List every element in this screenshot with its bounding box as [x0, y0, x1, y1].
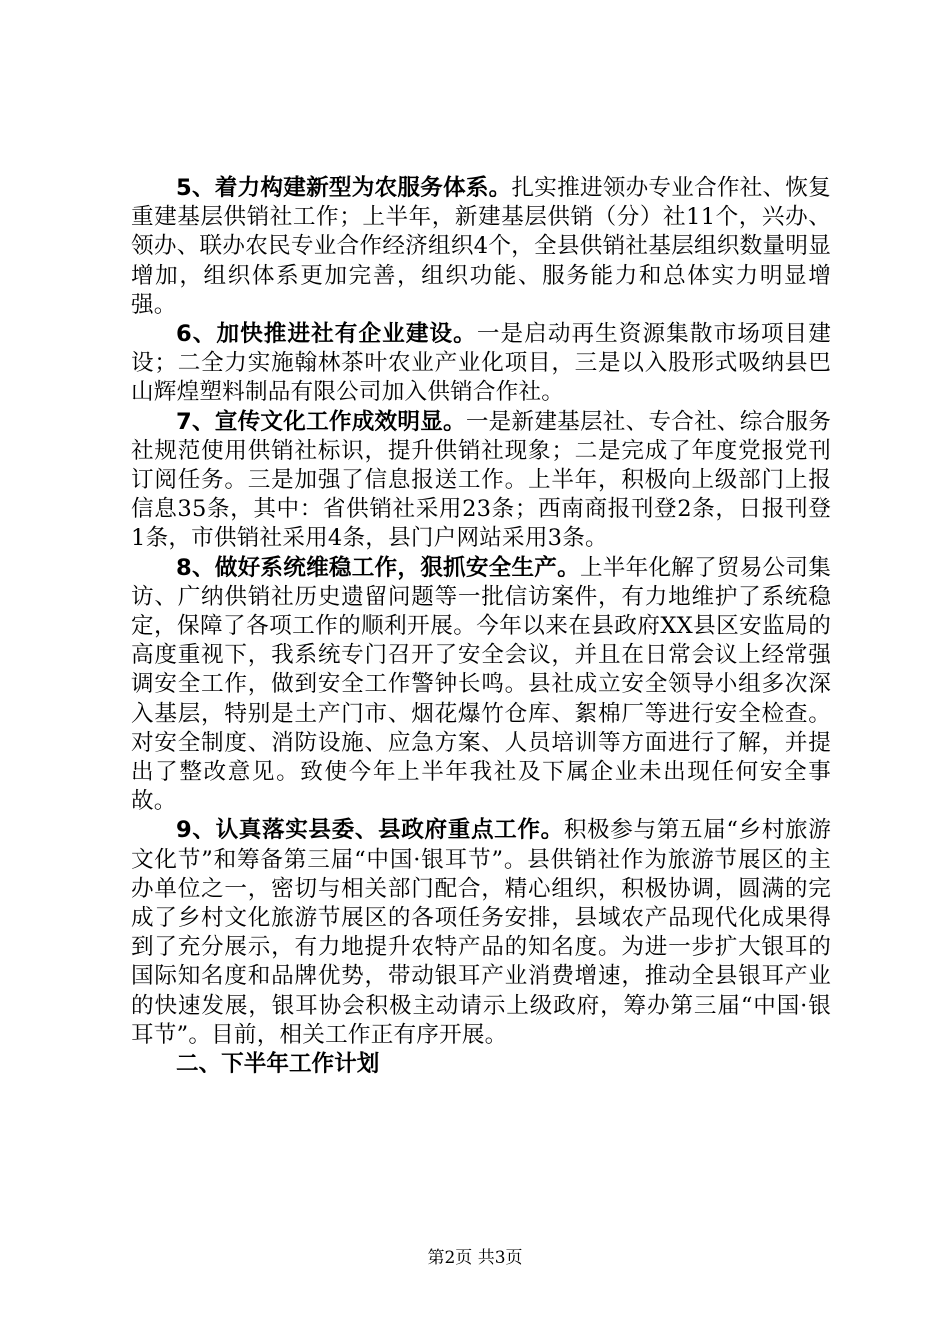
- document-body: [131, 174, 831, 1079]
- paragraph-lead: 6、加快推进社有企业建设。: [176, 321, 477, 348]
- paragraph-text: 扎实推进领办专业合作社、恢复重建基层供销社工作；上半年，新建基层供销（分）社11个，兴办、领办、联办农民专业合作经济组织4个，全县供销社基层组织数量明显增加，组织体系更加完善，组织功能、服务能力和总体实力明显增强。: [131, 175, 831, 318]
- paragraph-7: [131, 408, 831, 554]
- paragraph-text: 积极参与第五届“乡村旅游文化节”和筹备第三届“中国·银耳节”。县供销社作为旅游节展区的主办单位之一，密切与相关部门配合，精心组织，积极协调，圆满的完成了乡村文化旅游节展区的各项任务安排，县域农产品现代化成果得到了充分展示，有力地提升农特产品的知名度。为进一步扩大银耳的国际知名度和品牌优势，带动银耳产业消费增速，推动全县银耳产业的快速发展，银耳协会积极主动请示上级政府，筹办第三届“中国·银耳节”。目前，相关工作正有序开展。: [131, 817, 831, 1048]
- paragraph-text: 一是新建基层社、专合社、综合服务社规范使用供销社标识，提升供销社现象；二是完成了年度党报党刊订阅任务。三是加强了信息报送工作。上半年，积极向上级部门上报信息35条，其中：省供销社采用23条；西南商报刊登2条，日报刊登1条，市供销社采用4条，县门户网站采用3条。: [131, 408, 831, 552]
- paragraph-9: [131, 816, 831, 1050]
- paragraph-lead: 9、认真落实县委、县政府重点工作。: [176, 817, 564, 844]
- paragraph-5: [131, 174, 831, 320]
- paragraph-6: [131, 320, 831, 408]
- paragraph-lead: 5、着力构建新型为农服务体系。: [176, 175, 512, 201]
- paragraph-lead: 8、做好系统维稳工作，狠抓安全生产。: [176, 554, 580, 581]
- paragraph-text: 一是启动再生资源集散市场项目建设；二全力实施翰林茶叶农业产业化项目，三是以入股形式吸纳县巴山辉煌塑料制品有限公司加入供销合作社。: [131, 321, 831, 406]
- paragraph-8: [131, 554, 831, 817]
- paragraph-text: 上半年化解了贸易公司集访、广纳供销社历史遗留问题等一批信访案件，有力地维护了系统稳定，保障了各项工作的顺利开展。今年以来在县政府XX县区安监局的高度重视下，我系统专门召开了安全会议，并且在日常会议上经常强调安全工作，做到安全工作警钟长鸣。县社成立安全领导小组多次深入基层，特别是土产门市、烟花爆竹仓库、絮棉厂等进行安全检查。对安全制度、消防设施、应急方案、人员培训等方面进行了解，并提出了整改意见。致使今年上半年我社及下属企业未出现任何安全事故。: [131, 554, 832, 815]
- page-number-footer: 第2页 共3页: [427, 1248, 523, 1268]
- paragraph-lead: 7、宣传文化工作成效明显。: [176, 408, 466, 435]
- section-heading: 二、下半年工作计划: [176, 1051, 380, 1078]
